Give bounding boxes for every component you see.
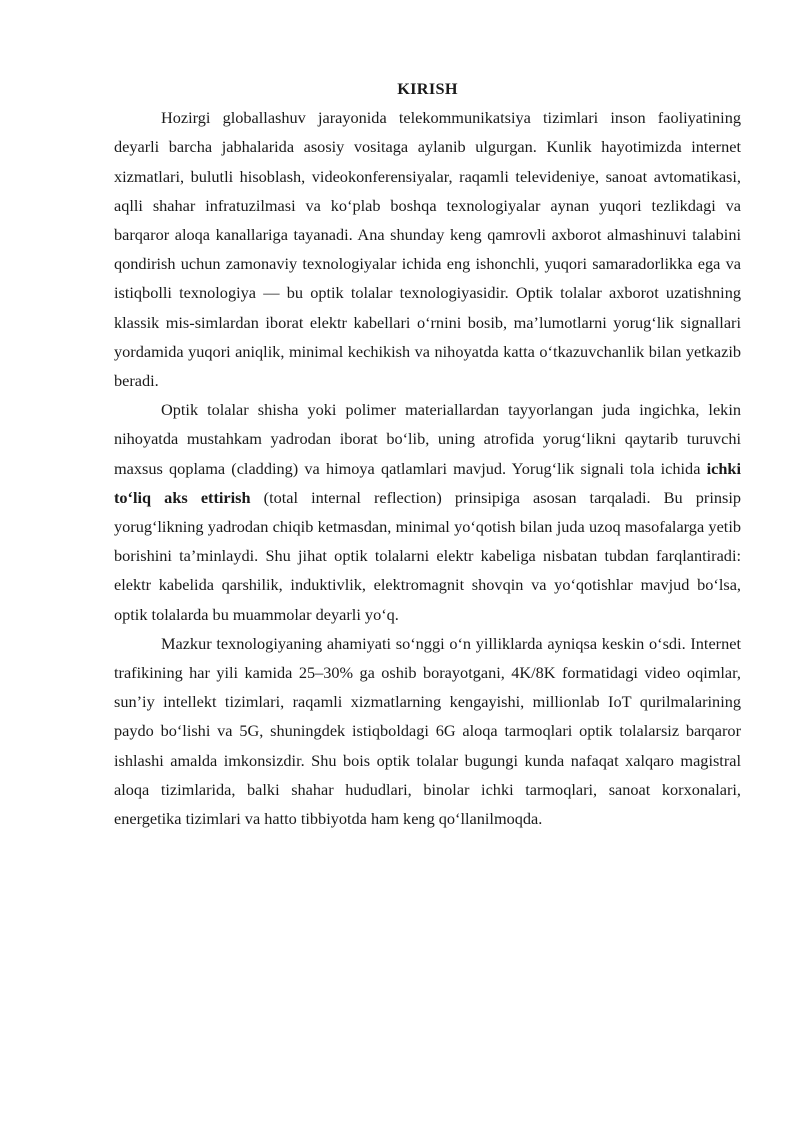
paragraph-text: Hozirgi globallashuv jarayonida telekommunikatsiya tizimlari inson faoliyatining deyarli barcha jabhalarida asosiy vositaga aylanib ulgurgan. Kunlik hayotimizda internet xizmatlari, bulutli hisoblash, videokonferensiyalar, raqamli televideniye, sanoat avtomatikasi, aqlli shahar infratuzilmasi va ko‘plab boshqa texnologiyalar aynan yuqori tezlikdagi va barqaror aloqa kanallariga tayanadi. Ana shunday keng qamrovli axborot almashinuvi talabini qondirish uchun zamonaviy texnologiyalar ichida eng ishonchli, yuqori samaradorlikka ega va istiqbolli texnologiya — bu optik tolalar texnologiyasidir. Optik tolalar axborot uzatishning klassik mis-simlardan iborat elektr kabellari o‘rnini bosib, ma’lumotlarni yorug‘lik signallari yordamida yuqori aniqlik, minimal kechikish va nihoyatda katta o‘tkazuvchanlik bilan yetkazib beradi.: [114, 108, 741, 391]
paragraph-introduction: [114, 103, 741, 395]
paragraph-text: Mazkur texnologiyaning ahamiyati so‘nggi o‘n yilliklarda ayniqsa keskin o‘sdi. Internet trafikining har yili kamida 25–30% ga oshib borayotgani, 4K/8K formatidagi video oqimlar, sun’iy intellekt tizimlari, raqamli xizmatlarning kengayishi, millionlab IoT qurilmalarining paydo bo‘lishi va 5G, shuningdek istiqboldagi 6G aloqa tarmoqlari optik tolalarsiz barqaror ishlashi amalda imkonsizdir. Shu bois optik tolalar bugungi kunda nafaqat xalqaro magistral aloqa tizimlarida, balki shahar hududlari, binolar ichki tarmoqlari, sanoat korxonalari, energetika tizimlari va hatto tibbiyotda ham keng qo‘llanilmoqda.: [114, 633, 741, 829]
paragraph-text: (total internal reflection) prinsipiga asosan tarqaladi. Bu prinsip yorug‘likning yadrodan chiqib ketmasdan, minimal yo‘qotish bilan juda uzoq masofalarga yetib borishini ta’minlaydi. Shu jihat optik tolalarni elektr kabeliga nisbatan tubdan farqlantiradi: elektr kabelida qarshilik, induktivlik, elektromagnit shovqin va yo‘qotishlar mavjud bo‘lsa, optik tolalarda bu muammolar deyarli yo‘q.: [114, 487, 742, 624]
paragraph-optical-fiber-structure: [114, 395, 741, 629]
document-body: [114, 74, 741, 833]
page-title: KIRISH: [397, 79, 458, 98]
paragraph-technology-importance: [114, 629, 741, 833]
paragraph-text: Optik tolalar shisha yoki polimer materiallardan tayyorlangan juda ingichka, lekin nihoyatda mustahkam yadrodan iborat bo‘lib, uning atrofida yorug‘likni qaytarib turuvchi maxsus qoplama (cladding) va himoya qatlamlari mavjud. Yorug‘lik signali tola ichida: [114, 400, 741, 478]
emphasized-term: ichki to‘liq aks ettirish: [114, 458, 741, 507]
